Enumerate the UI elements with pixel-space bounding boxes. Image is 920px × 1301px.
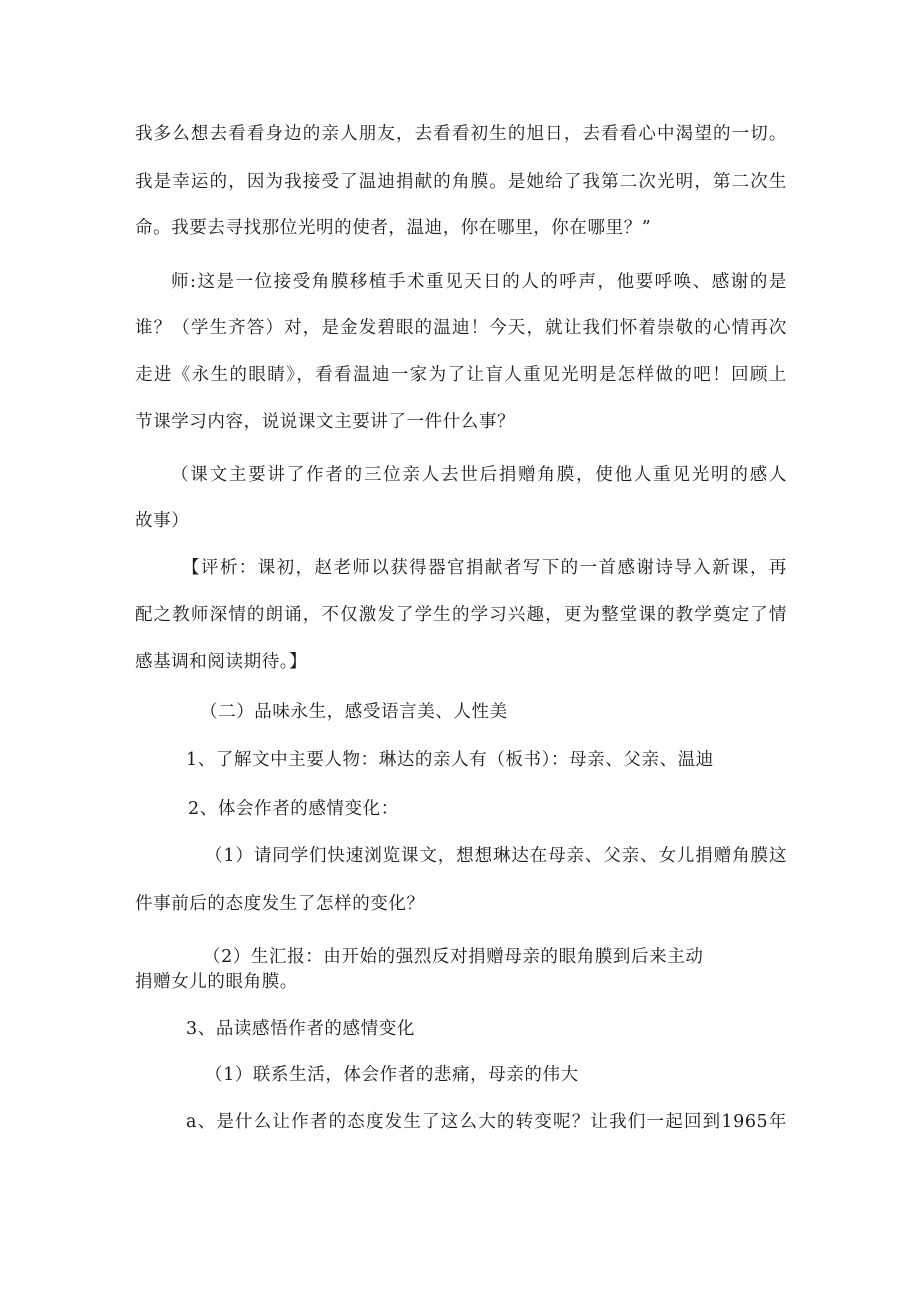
text-line-16: （1）请同学们快速浏览课文，想想琳达在母亲、父亲、女儿捐赠角膜这 <box>205 846 787 866</box>
text-line-17: 件事前后的态度发生了怎样的变化？ <box>135 894 425 914</box>
text-line-14: 1、了解文中主要人物：琳达的亲人有（板书）：母亲、父亲、温迪 <box>186 750 714 770</box>
text-line-6: 走进《永生的眼睛》，看看温迪一家为了让盲人重见光明是怎样做的吧！回顾上 <box>135 365 787 385</box>
text-line-15: 2、体会作者的感情变化： <box>188 799 399 819</box>
text-line-3: 命。我要去寻找那位光明的使者，温迪，你在哪里，你在哪里？” <box>135 218 652 238</box>
text-line-12: 感基调和阅读期待。】 <box>135 652 308 672</box>
text-line-19: 捐赠女儿的眼角膜。 <box>135 972 298 992</box>
text-line-11: 配之教师深情的朗诵，不仅激发了学生的学习兴趣，更为整堂课的教学奠定了情 <box>135 605 787 625</box>
text-line-8: （课文主要讲了作者的三位亲人去世后捐赠角膜，使他人重见光明的感人 <box>171 465 787 485</box>
text-line-5: 谁？（学生齐答）对，是金发碧眼的温迪！今天，就让我们怀着崇敬的心情再次 <box>135 318 787 338</box>
section-heading: （二）品味永生，感受语言美、人性美 <box>200 702 508 722</box>
text-line-4: 师:这是一位接受角膜移植手术重见天日的人的呼声，他要呼唤、感谢的是 <box>171 272 787 292</box>
text-line-1: 我多么想去看看身边的亲人朋友，去看看初生的旭日，去看看心中渴望的一切。 <box>135 124 787 144</box>
text-line-18: （2）生汇报：由开始的强烈反对捐赠母亲的眼角膜到后来主动 <box>203 947 704 967</box>
text-line-22: a、是什么让作者的态度发生了这么大的转变呢？让我们一起回到1965年 <box>186 1112 787 1132</box>
text-line-7: 节课学习内容，说说课文主要讲了一件什么事？ <box>135 412 516 432</box>
text-line-10: 【评析：课初，赵老师以获得器官捐献者写下的一首感谢诗导入新课，再 <box>182 558 787 578</box>
text-line-21: （1）联系生活，体会作者的悲痛，母亲的伟大 <box>205 1065 579 1085</box>
text-line-9: 故事） <box>135 511 190 531</box>
text-line-20: 3、品读感悟作者的感情变化 <box>186 1019 415 1039</box>
text-line-2: 我是幸运的，因为我接受了温迪捐献的角膜。是她给了我第二次光明，第二次生 <box>135 172 787 192</box>
